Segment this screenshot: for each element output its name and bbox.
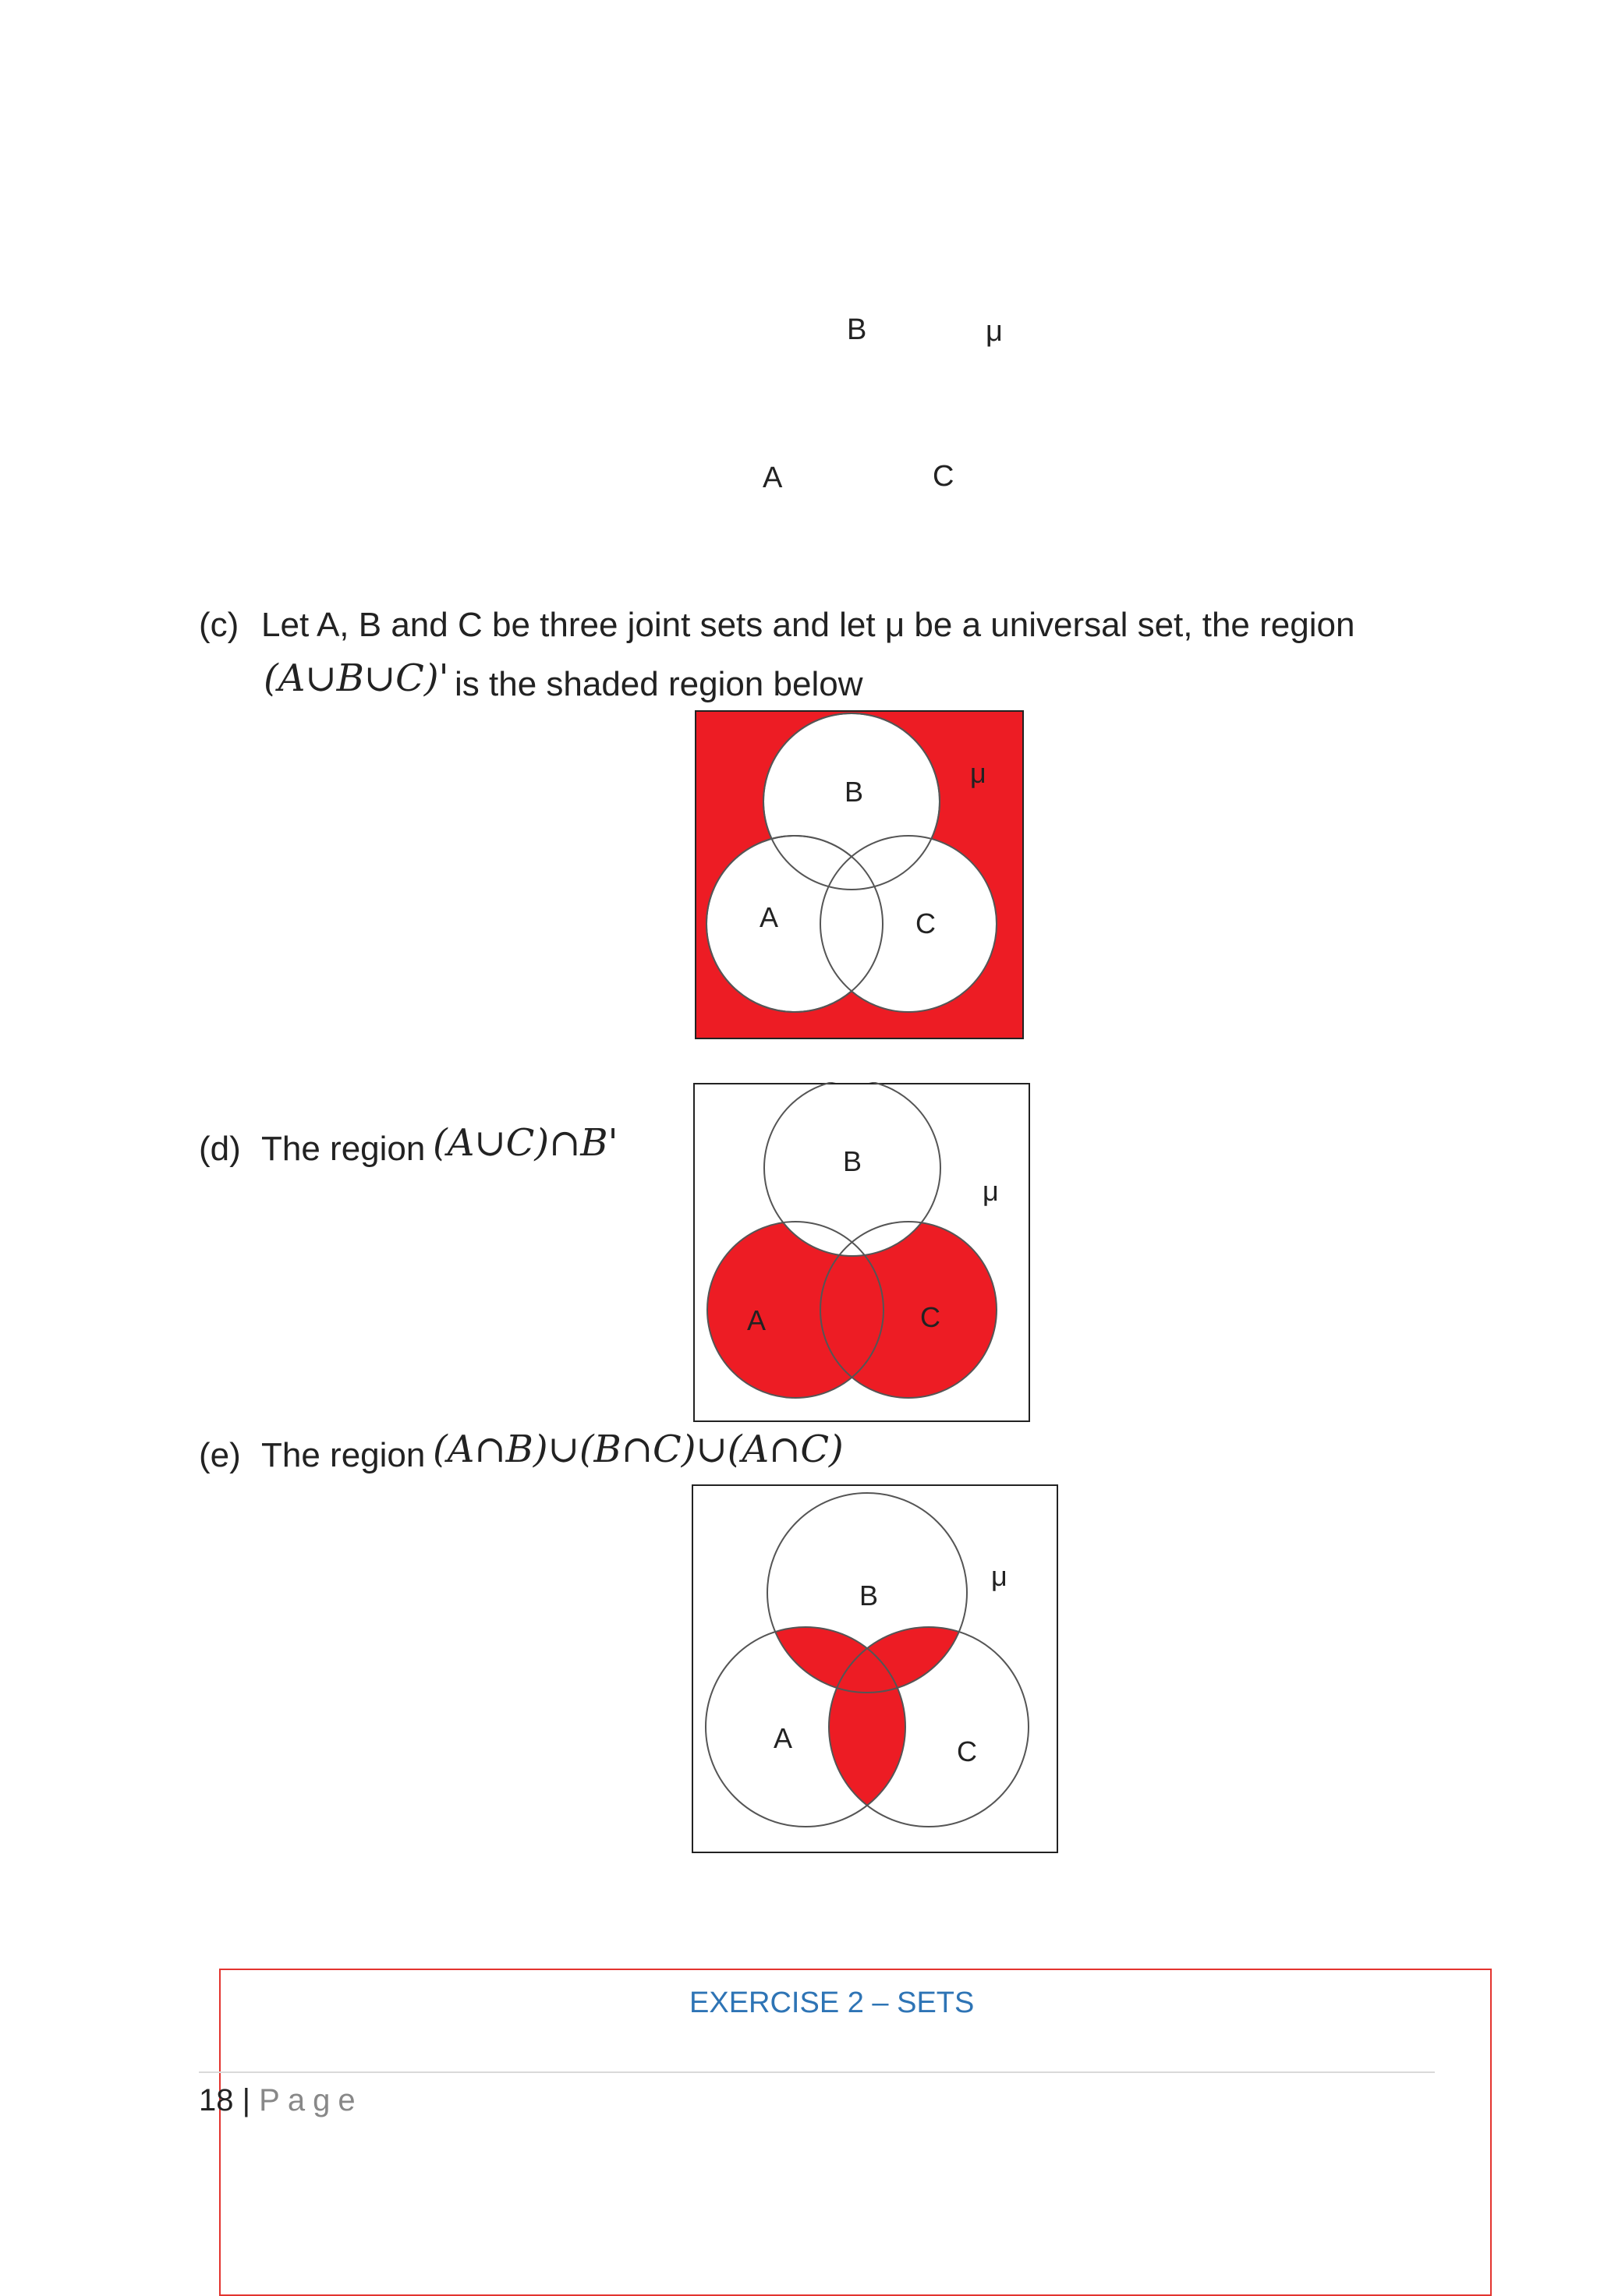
- part-c-expression: (A∪B∪C)': [264, 656, 449, 700]
- part-d-marker: (d): [199, 1130, 241, 1168]
- venn-diagram-e: [691, 1484, 1059, 1854]
- venn-diagram-d: [692, 1082, 1031, 1423]
- circle-c: [820, 836, 997, 1012]
- top-label-mu: μ: [986, 315, 1003, 348]
- venn-diagram-c: [694, 709, 1026, 1041]
- venn-d-label-a: A: [747, 1304, 767, 1336]
- venn-c-label-b: B: [845, 776, 864, 808]
- top-label-a: A: [763, 462, 783, 494]
- top-label-b: B: [847, 313, 867, 346]
- venn-c-label-mu: μ: [970, 757, 986, 789]
- venn-e-label-b: B: [859, 1580, 879, 1611]
- part-d-expression: (A∪C)∩B': [433, 1121, 618, 1165]
- venn-c-label-c: C: [915, 907, 936, 939]
- venn-d-label-b: B: [843, 1145, 862, 1177]
- part-c-line1: Let A, B and C be three joint sets and let μ be a universal set, the region: [261, 606, 1355, 644]
- part-c-line2: is the shaded region below: [455, 665, 863, 703]
- part-e-marker: (e): [199, 1436, 241, 1474]
- part-e-text: The region: [261, 1436, 426, 1474]
- venn-c-label-a: A: [760, 901, 779, 933]
- part-c-marker: (c): [199, 606, 239, 644]
- page-word: Page: [259, 2083, 363, 2117]
- page-number: 18: [199, 2083, 234, 2117]
- page-number-footer: [199, 2083, 363, 2118]
- footer-divider: [199, 2071, 1435, 2073]
- part-d-text: The region: [261, 1130, 426, 1168]
- top-label-c: C: [933, 460, 954, 493]
- venn-d-label-mu: μ: [983, 1175, 999, 1207]
- venn-e-label-a: A: [774, 1722, 793, 1754]
- header-title: EXERCISE 2 – SETS: [689, 1986, 975, 2019]
- venn-e-label-mu: μ: [991, 1560, 1007, 1592]
- venn-e-label-c: C: [957, 1735, 977, 1767]
- page-separator: |: [242, 2083, 251, 2117]
- venn-d-label-c: C: [920, 1301, 940, 1333]
- part-e-expression: (A∩B)∪(B∩C)∪(A∩C): [433, 1427, 844, 1471]
